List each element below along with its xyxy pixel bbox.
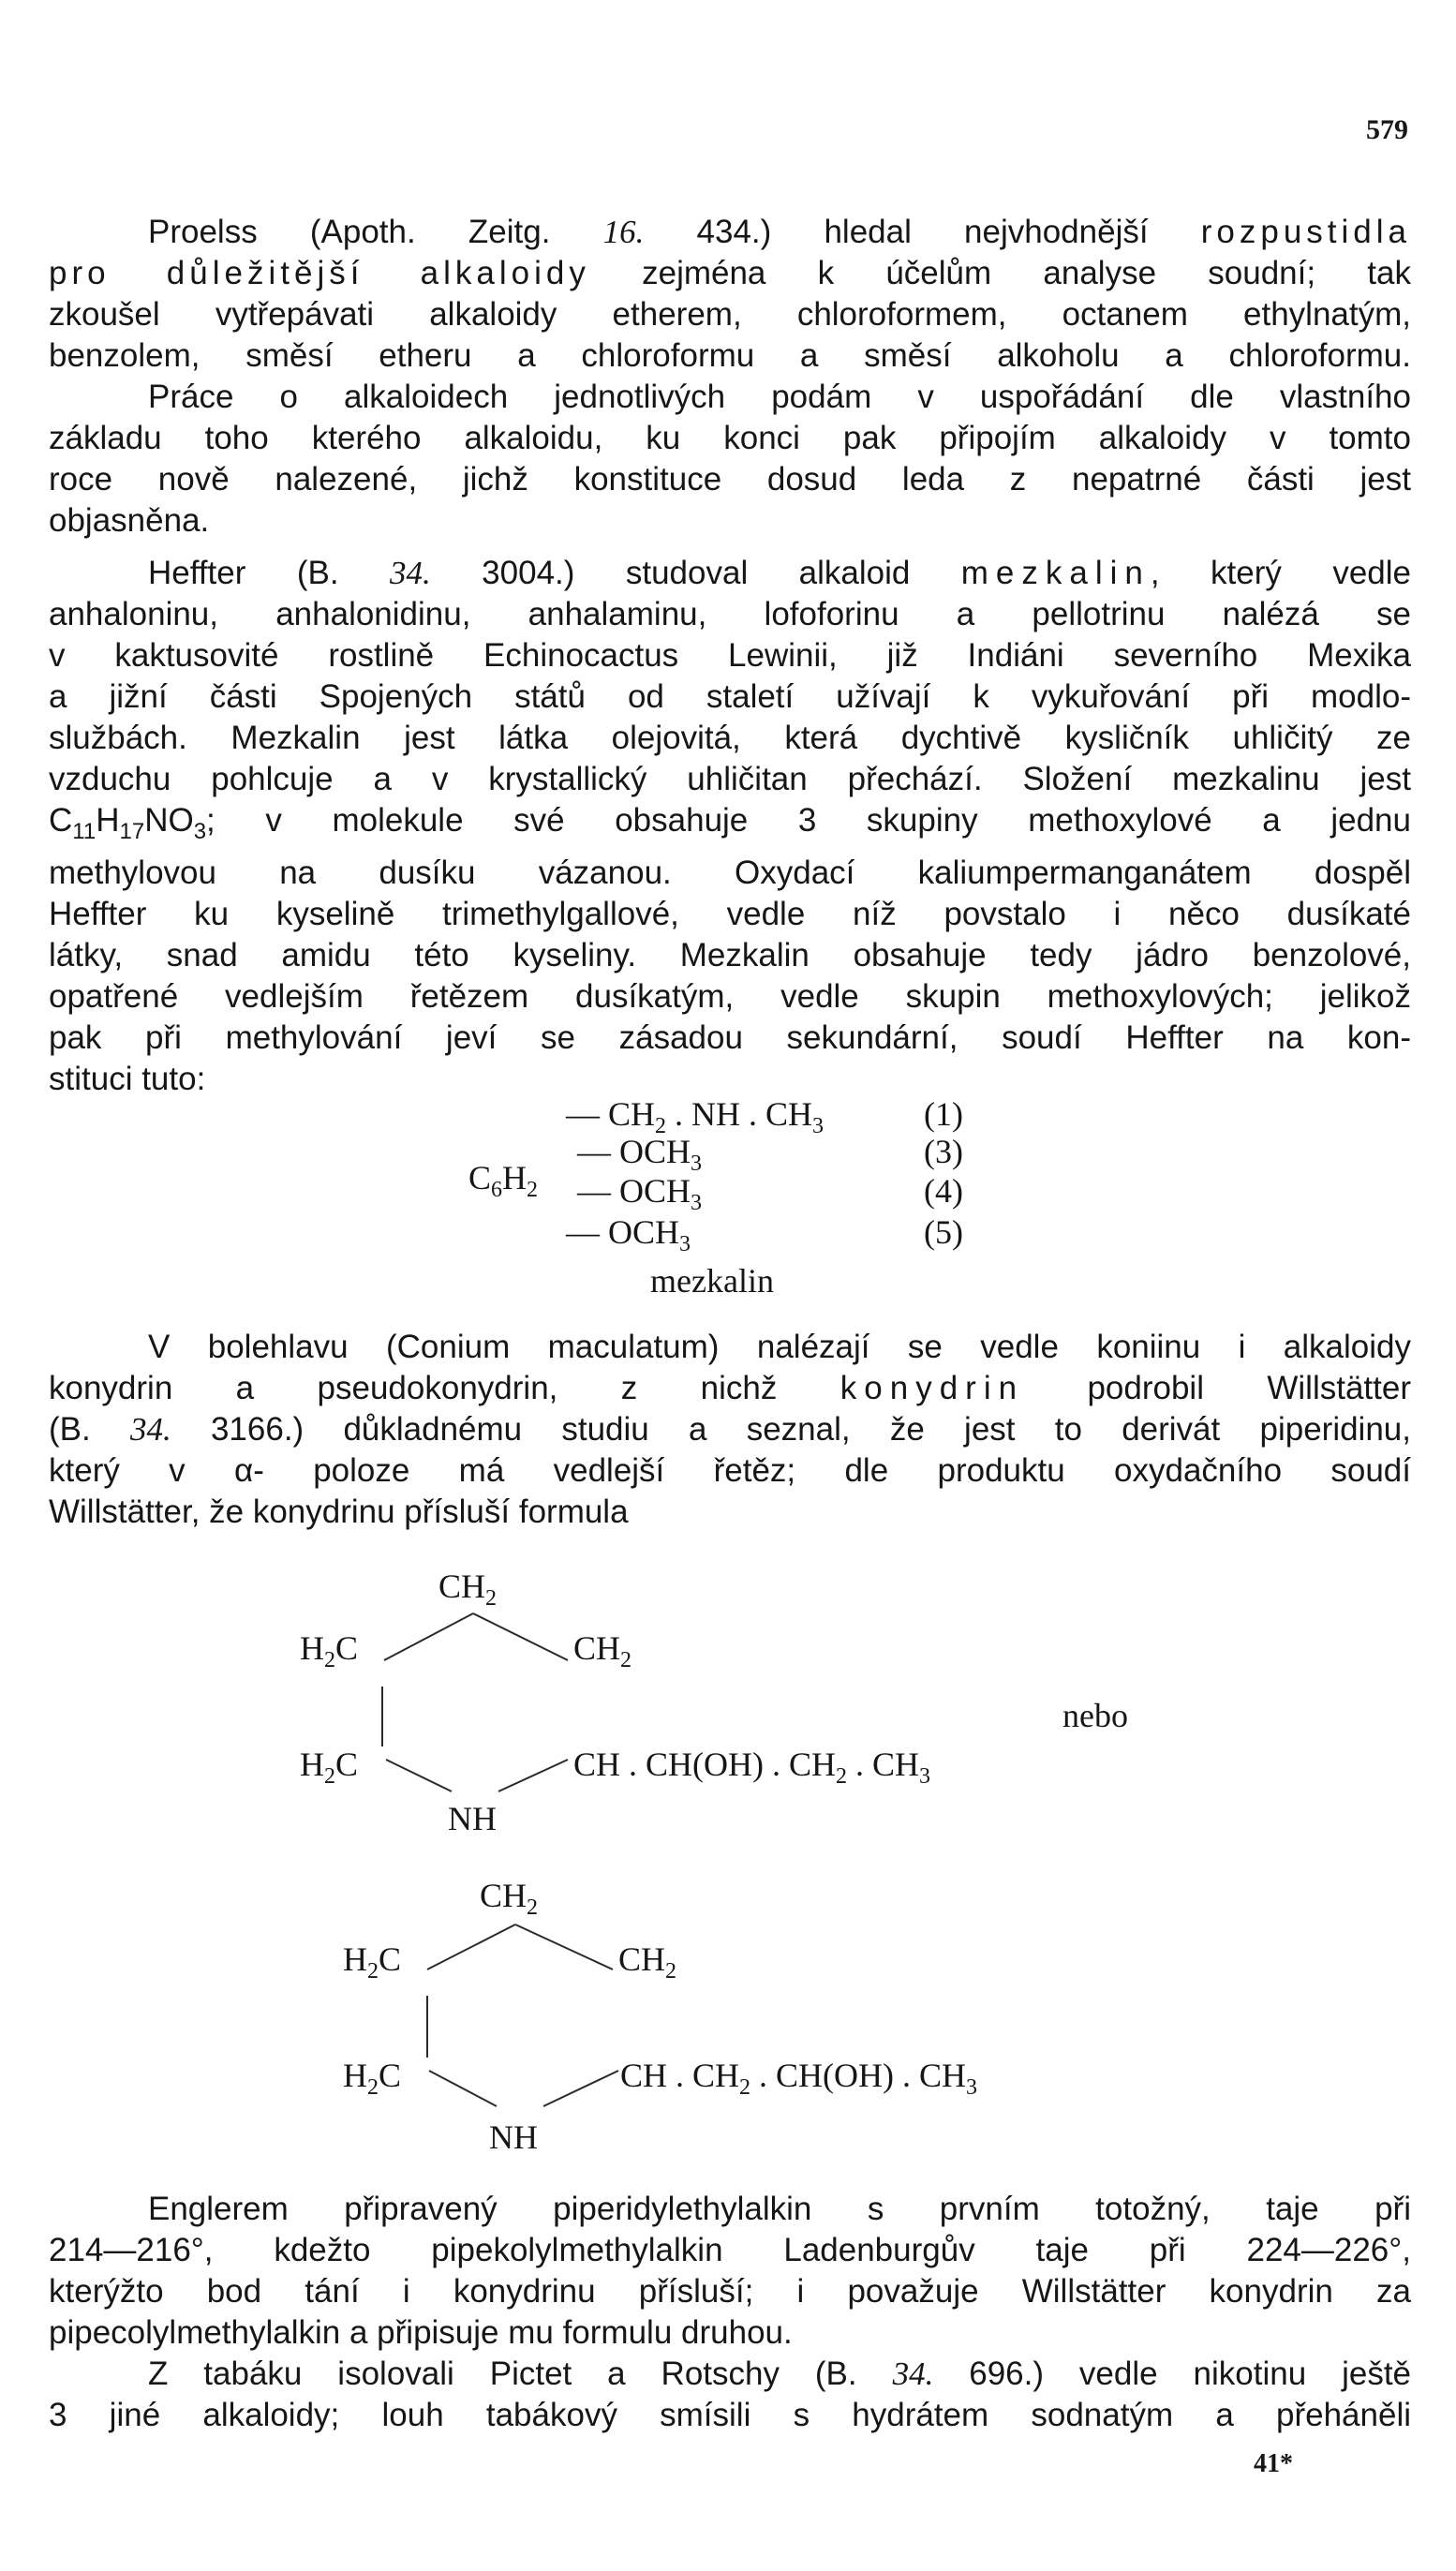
ring-atom-nh: NH <box>489 2118 538 2156</box>
ring-atom-ch2: $CH_2$ <box>438 1568 498 1611</box>
text-line: Englerem připravený piperidylethylalkin s prvním totožný, taje při <box>148 2191 1411 2227</box>
text-line: pro důležitější alkaloidy zejména k účelům analyse soudní; tak <box>49 255 1411 291</box>
text-line: V bolehlavu (Conium maculatum) nalézají se vedle koniinu i alkaloidy <box>148 1329 1411 1365</box>
text-line: Práce o alkaloidech jednotlivých podám v uspořádání dle vlastního <box>148 379 1411 415</box>
mezkalin-formula: $C_{11}H_{17}NO_3$ <box>49 802 207 844</box>
ring-atom-h2c: $H_2C$ <box>343 2057 402 2100</box>
piperidine-ring-1 <box>382 1613 568 1791</box>
text-line: a jižní části Spojených států od staletí užívají k vykuřování při modlo- <box>49 678 1411 715</box>
position-label: (5) <box>924 1213 963 1251</box>
ring-atom-ch2: $CH_2$ <box>573 1629 632 1672</box>
paragraph-heffter <box>49 553 1411 1100</box>
position-label: (3) <box>924 1133 963 1170</box>
text-line: methylovou na dusíku vázanou. Oxydací kaliumpermanganátem dospěl <box>49 855 1411 891</box>
paragraph-prace <box>49 377 1411 542</box>
paragraph-tabak <box>49 2354 1411 2436</box>
text-line: anhaloninu, anhalonidinu, anhalaminu, lofoforinu a pellotrinu nalézá se <box>49 596 1411 632</box>
mezkalin-substituent-5: — $OCH_3$ <box>566 1213 691 1256</box>
side-chain: CH . $CH_2$ . CH(OH) . $CH_3$ <box>620 2057 978 2100</box>
mezkalin-core: $C_6H_2$ <box>468 1159 539 1202</box>
text-line: stituci tuto: <box>49 1061 206 1097</box>
text-line: benzolem, směsí etheru a chloroformu a směsí alkoholu a chloroformu. <box>49 337 1411 374</box>
nebo-label: nebo <box>1062 1697 1128 1734</box>
mezkalin-substituent-4: — $OCH_3$ <box>577 1172 703 1215</box>
text-line: Proelss (Apoth. Zeitg. 16. 434.) hledal nejvhodnější rozpustidla <box>148 214 1411 250</box>
side-chain: CH . CH(OH) . $CH_2$ . $CH_3$ <box>573 1746 931 1789</box>
paragraph-engler <box>49 2189 1411 2354</box>
text-line: (B. 34. 3166.) důkladnému studiu a seznal, že jest to derivát piperidinu, <box>49 1411 1411 1448</box>
text-line: pipecolylmethylalkin a připisuje mu formulu druhou. <box>49 2314 793 2351</box>
signature-mark: 41* <box>1254 2449 1293 2478</box>
piperidine-ring-2 <box>427 1925 618 2106</box>
mezkalin-name: mezkalin <box>650 1262 774 1300</box>
text-line: základu toho kterého alkaloidu, ku konci pak připojím alkaloidy v tomto <box>49 420 1411 456</box>
ring-atom-h2c: $H_2C$ <box>300 1746 359 1789</box>
text-line: vzduchu pohlcuje a v krystallický uhličitan přechází. Složení mezkalinu jest <box>49 761 1411 797</box>
text-line: opatřené vedlejším řetězem dusíkatým, vedle skupin methoxylových; jelikož <box>49 978 1411 1015</box>
mezkalin-substituent-3: — $OCH_3$ <box>577 1133 703 1176</box>
ring-atom-h2c: $H_2C$ <box>343 1940 402 1984</box>
text-line: službách. Mezkalin jest látka olejovitá, která dychtivě kysličník uhličitý ze <box>49 720 1411 756</box>
text-line: v kaktusovité rostlině Echinocactus Lewinii, již Indiáni severního Mexika <box>49 637 1411 674</box>
paragraph-proelss <box>49 212 1411 377</box>
position-label: (4) <box>924 1172 963 1210</box>
ring-atom-ch2: $CH_2$ <box>480 1877 539 1920</box>
page-number: 579 <box>1366 114 1408 145</box>
text-line: látky, snad amidu této kyseliny. Mezkalin obsahuje tedy jádro benzolové, <box>49 937 1411 973</box>
ring-atom-nh: NH <box>448 1800 497 1837</box>
ring-atom-ch2: $CH_2$ <box>618 1940 677 1984</box>
text-line: Heffter (B. 34. 3004.) studoval alkaloid mezkalin, který vedle <box>148 555 1411 591</box>
text-line: objasněna. <box>49 502 210 539</box>
text-line: zkoušel vytřepávati alkaloidy etherem, chloroformem, octanem ethylnatým, <box>49 296 1411 333</box>
paragraph-bolehlav <box>49 1327 1411 1533</box>
text-line: Heffter ku kyselině trimethylgallové, vedle níž povstalo i něco dusíkaté <box>49 896 1411 932</box>
text-line: Z tabáku isolovali Pictet a Rotschy (B. 34. 696.) vedle nikotinu ještě <box>148 2356 1412 2392</box>
text-line: kterýžto bod tání i konydrinu přísluší; i považuje Willstätter konydrin za <box>49 2273 1411 2310</box>
text-line: Willstätter, že konydrinu přísluší formula <box>49 1494 629 1530</box>
text-line: konydrin a pseudokonydrin, z nichž konydrin podrobil Willstätter <box>49 1370 1411 1406</box>
text-line: roce nově nalezené, jichž konstituce dosud leda z nepatrné části jest <box>49 461 1411 498</box>
text-line: 3 jiné alkaloidy; louh tabákový smísili s hydrátem sodnatým a přeháněli <box>49 2397 1411 2433</box>
text-line: který v α- poloze má vedlejší řetěz; dle produktu oxydačního soudí <box>49 1452 1411 1489</box>
text-line: pak při methylování jeví se zásadou sekundární, soudí Heffter na kon- <box>49 1019 1411 1056</box>
position-label: (1) <box>924 1095 963 1133</box>
text-line: $C_{11}H_{17}NO_3$; v molekule své obsahuje 3 skupiny methoxylové a jednu <box>49 802 1411 844</box>
ring-atom-h2c: $H_2C$ <box>300 1629 359 1672</box>
text-line: 214—216°, kdežto pipekolylmethylalkin Ladenburgův taje při 224—226°, <box>49 2232 1411 2268</box>
mezkalin-substituent-1: — $CH_2$ . NH . $CH_3$ <box>566 1095 825 1138</box>
